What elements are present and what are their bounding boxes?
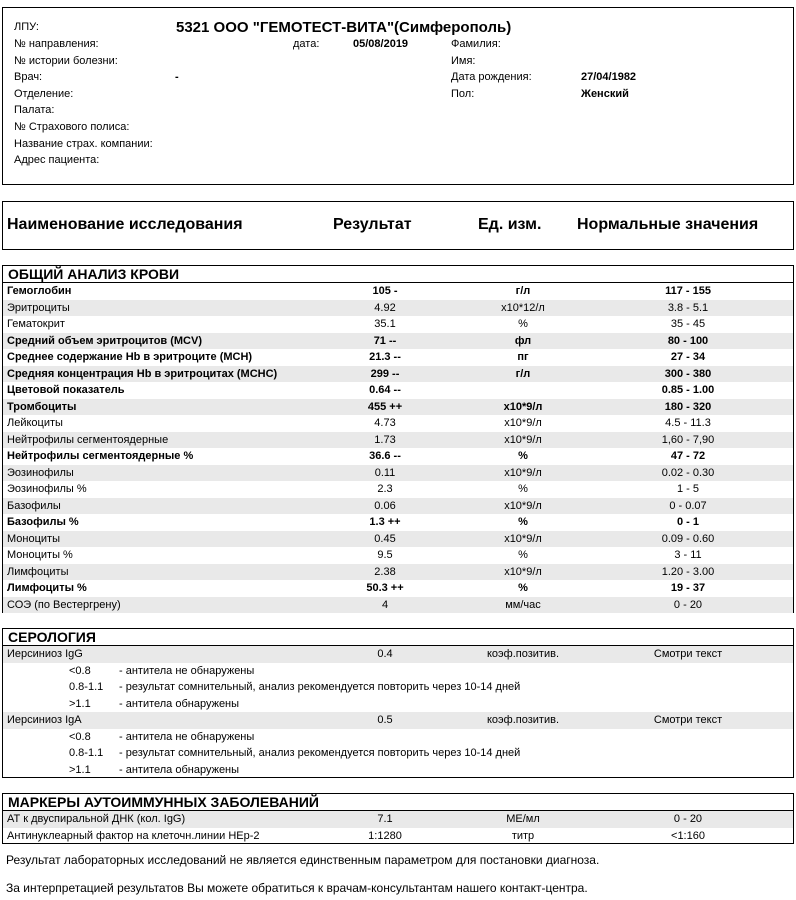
iga-note-text: - антитела обнаружены: [119, 763, 240, 776]
birthdate-label: Дата рождения:: [451, 71, 532, 83]
test-result: 0.64 --: [369, 384, 401, 396]
table-row: [3, 382, 793, 399]
date-label: дата:: [293, 38, 320, 50]
footer-note-diagnosis: Результат лабораторных исследований не является единственным параметром для постановки диагноза.: [6, 853, 600, 867]
test-result: 0.06: [374, 499, 396, 512]
table-row: [3, 531, 793, 548]
test-result: 71 --: [373, 334, 397, 347]
test-name: Лимфоциты: [7, 565, 69, 578]
iga-note-row: [3, 762, 793, 779]
iga-note-limit: 0.8-1.1: [69, 747, 104, 759]
test-unit: x10*9/л: [504, 499, 542, 512]
test-name: Цветовой показатель: [7, 384, 125, 396]
test-norm: 0 - 20: [673, 598, 703, 611]
test-norm: 3 - 11: [674, 549, 702, 561]
test-norm: 80 - 100: [667, 334, 709, 347]
igg-unit: коэф.позитив.: [487, 648, 559, 660]
test-result: 36.6 --: [369, 450, 401, 462]
test-unit: %: [518, 549, 528, 561]
serology-section: [2, 628, 794, 778]
column-name-header: Наименование исследования: [7, 216, 243, 233]
test-unit: %: [518, 483, 528, 495]
test-result: 50.3 ++: [366, 582, 404, 594]
test-name: Базофилы %: [7, 516, 79, 528]
column-result-header: Результат: [333, 216, 412, 233]
iga-note-row: [3, 745, 793, 762]
iga-note-row: [3, 729, 793, 746]
table-row: [3, 399, 793, 416]
test-norm: 35 - 45: [670, 318, 706, 330]
lpu-value: 5321 ООО "ГЕМОТЕСТ-ВИТА"(Симферополь): [176, 19, 512, 36]
igg-note-row: [3, 663, 793, 680]
test-norm: 300 - 380: [664, 367, 712, 380]
test-norm: 0 - 1: [676, 516, 699, 528]
table-row: [3, 316, 793, 333]
test-name: Среднее содержание Hb в эритроците (MCH): [7, 351, 253, 363]
test-norm: 180 - 320: [664, 400, 712, 413]
test-name: СОЭ (по Вестергрену): [7, 598, 121, 611]
test-name: Моноциты: [7, 532, 60, 545]
cbc-section-title: ОБЩИЙ АНАЛИЗ КРОВИ: [3, 266, 793, 283]
test-name: Гематокрит: [7, 318, 65, 330]
test-name: Лимфоциты %: [7, 582, 87, 594]
test-result: 4.73: [374, 417, 396, 429]
column-norm-header: Нормальные значения: [577, 216, 759, 233]
test-name: Эозинофилы %: [7, 483, 87, 495]
test-norm: 0 - 20: [673, 813, 703, 825]
test-norm: 47 - 72: [670, 450, 706, 462]
table-row: [3, 448, 793, 465]
test-norm: 27 - 34: [670, 351, 706, 363]
doctor-value: -: [175, 71, 179, 83]
patient-info-box: [2, 7, 794, 185]
test-result: 7.1: [377, 813, 393, 825]
table-row-igg: [3, 646, 793, 663]
table-row: [3, 514, 793, 531]
test-unit: фл: [514, 334, 532, 347]
table-row: [3, 481, 793, 498]
test-name: Гемоглобин: [7, 285, 72, 297]
igg-note-limit: >1.1: [69, 697, 91, 710]
igg-note-row: [3, 696, 793, 713]
igg-note-text: - антитела не обнаружены: [119, 664, 255, 677]
test-norm: 0.09 - 0.60: [661, 532, 715, 545]
serology-section-title: СЕРОЛОГИЯ: [3, 629, 793, 646]
iga-unit: коэф.позитив.: [487, 714, 559, 726]
table-row: [3, 366, 793, 383]
test-norm: 1 - 5: [676, 483, 699, 495]
igg-note-text: - результат сомнительный, анализ рекомендуется повторить через 10-14 дней: [119, 681, 521, 693]
sex-value: Женский: [581, 88, 629, 100]
test-unit: x10*9/л: [503, 400, 543, 413]
test-result: 35.1: [374, 318, 396, 330]
test-name: Тромбоциты: [7, 400, 77, 413]
test-result: 1:1280: [368, 829, 402, 842]
test-unit: пг: [517, 351, 529, 363]
test-unit: %: [518, 318, 528, 330]
date-value: 05/08/2019: [353, 38, 409, 50]
test-norm: 0 - 0.07: [669, 499, 707, 512]
test-norm: 1,60 - 7,90: [661, 433, 715, 446]
table-row: [3, 283, 793, 300]
footer-note-consultation: За интерпретацией результатов Вы можете обратиться к врачам-консультантам нашего контакт-центра.: [6, 881, 588, 895]
test-name: Средний объем эритроцитов (MCV): [7, 334, 202, 347]
lpu-label: ЛПУ:: [14, 21, 39, 33]
igg-norm: Смотри текст: [653, 648, 723, 660]
test-result: 455 ++: [367, 400, 403, 413]
test-unit: x10*9/л: [504, 532, 542, 545]
column-unit-header: Ед. изм.: [478, 216, 542, 233]
test-unit: мм/час: [505, 598, 541, 611]
table-row: [3, 333, 793, 350]
birthdate-value: 27/04/1982: [581, 71, 637, 83]
test-unit: %: [518, 516, 528, 528]
test-norm: <1:160: [671, 829, 705, 842]
test-name: Базофилы: [7, 499, 61, 512]
test-norm: 4.5 - 11.3: [665, 417, 711, 429]
name-label: Имя:: [451, 55, 476, 67]
test-norm: 0.02 - 0.30: [661, 466, 715, 479]
test-result: 2.3: [377, 483, 393, 495]
history-label: № истории болезни:: [14, 55, 118, 67]
test-norm: 3.8 - 5.1: [667, 301, 709, 314]
test-result: 1.73: [374, 433, 396, 446]
test-name: АТ к двуспиральной ДНК (кол. IgG): [7, 813, 186, 825]
table-row: [3, 300, 793, 317]
test-unit: титр: [511, 829, 535, 842]
autoimmune-section-title: МАРКЕРЫ АУТОИММУННЫХ ЗАБОЛЕВАНИЙ: [3, 794, 793, 811]
test-unit: г/л: [515, 367, 531, 380]
test-name: Нейтрофилы сегментоядерные %: [7, 450, 194, 462]
test-unit: x10*12/л: [501, 301, 545, 314]
test-result: 1.3 ++: [369, 516, 401, 528]
test-unit: МЕ/мл: [506, 813, 540, 825]
test-result: 4: [381, 598, 389, 611]
test-name: Моноциты %: [7, 549, 73, 561]
test-unit: %: [518, 450, 528, 462]
table-row: [3, 349, 793, 366]
table-row: [3, 547, 793, 564]
table-row: [3, 498, 793, 515]
test-result: 21.3 --: [369, 351, 401, 363]
test-norm: 19 - 37: [670, 582, 706, 594]
insurance-label: № Страхового полиса:: [14, 121, 130, 133]
test-name: Эритроциты: [7, 301, 70, 314]
iga-note-limit: <0.8: [69, 730, 91, 743]
test-unit: %: [518, 582, 528, 594]
igg-note-limit: 0.8-1.1: [69, 681, 104, 693]
igg-note-limit: <0.8: [69, 664, 91, 677]
iga-result: 0.5: [377, 714, 393, 726]
test-result: 105 -: [372, 285, 398, 297]
iga-note-limit: >1.1: [69, 763, 91, 776]
table-row: [3, 580, 793, 597]
cbc-section: [2, 265, 794, 613]
test-name: Средняя концентрация Hb в эритроцитах (MCHC): [7, 367, 278, 380]
test-unit: x10*9/л: [504, 565, 542, 578]
igg-note-row: [3, 679, 793, 696]
table-row: [3, 811, 793, 828]
insurance-company-label: Название страх. компании:: [14, 138, 153, 150]
iga-norm: Смотри текст: [653, 714, 723, 726]
test-result: 0.45: [374, 532, 396, 545]
table-row: [3, 828, 793, 845]
test-unit: x10*9/л: [504, 466, 542, 479]
test-result: 299 --: [370, 367, 400, 380]
iga-note-text: - антитела не обнаружены: [119, 730, 255, 743]
ward-label: Палата:: [14, 104, 55, 116]
department-label: Отделение:: [14, 88, 74, 100]
test-name: Эозинофилы: [7, 466, 74, 479]
table-row: [3, 564, 793, 581]
test-result: 4.92: [374, 301, 396, 314]
iga-name: Иерсиниоз IgA: [7, 714, 82, 726]
doctor-label: Врач:: [14, 71, 43, 83]
test-name: Лейкоциты: [7, 417, 63, 429]
test-unit: x10*9/л: [504, 417, 542, 429]
test-name: Нейтрофилы сегментоядерные: [7, 433, 169, 446]
igg-result: 0.4: [377, 648, 393, 660]
address-label: Адрес пациента:: [14, 154, 100, 166]
autoimmune-section: [2, 793, 794, 844]
surname-label: Фамилия:: [451, 38, 501, 50]
test-name: Антинуклеарный фактор на клеточн.линии HEp-2: [7, 829, 260, 842]
table-row: [3, 597, 793, 614]
direction-label: № направления:: [14, 38, 99, 50]
table-row-iga: [3, 712, 793, 729]
igg-note-text: - антитела обнаружены: [119, 697, 240, 710]
table-row: [3, 432, 793, 449]
test-result: 2.38: [374, 565, 396, 578]
table-row: [3, 465, 793, 482]
test-norm: 0.85 - 1.00: [661, 384, 715, 396]
test-result: 0.11: [374, 466, 396, 479]
sex-label: Пол:: [451, 88, 475, 100]
test-result: 9.5: [377, 549, 393, 561]
test-unit: x10*9/л: [504, 433, 542, 446]
table-row: [3, 415, 793, 432]
test-norm: 1.20 - 3.00: [661, 565, 715, 578]
iga-note-text: - результат сомнительный, анализ рекомендуется повторить через 10-14 дней: [119, 747, 521, 759]
test-norm: 117 - 155: [665, 285, 711, 297]
igg-name: Иерсиниоз IgG: [7, 648, 83, 660]
test-unit: г/л: [515, 285, 531, 297]
